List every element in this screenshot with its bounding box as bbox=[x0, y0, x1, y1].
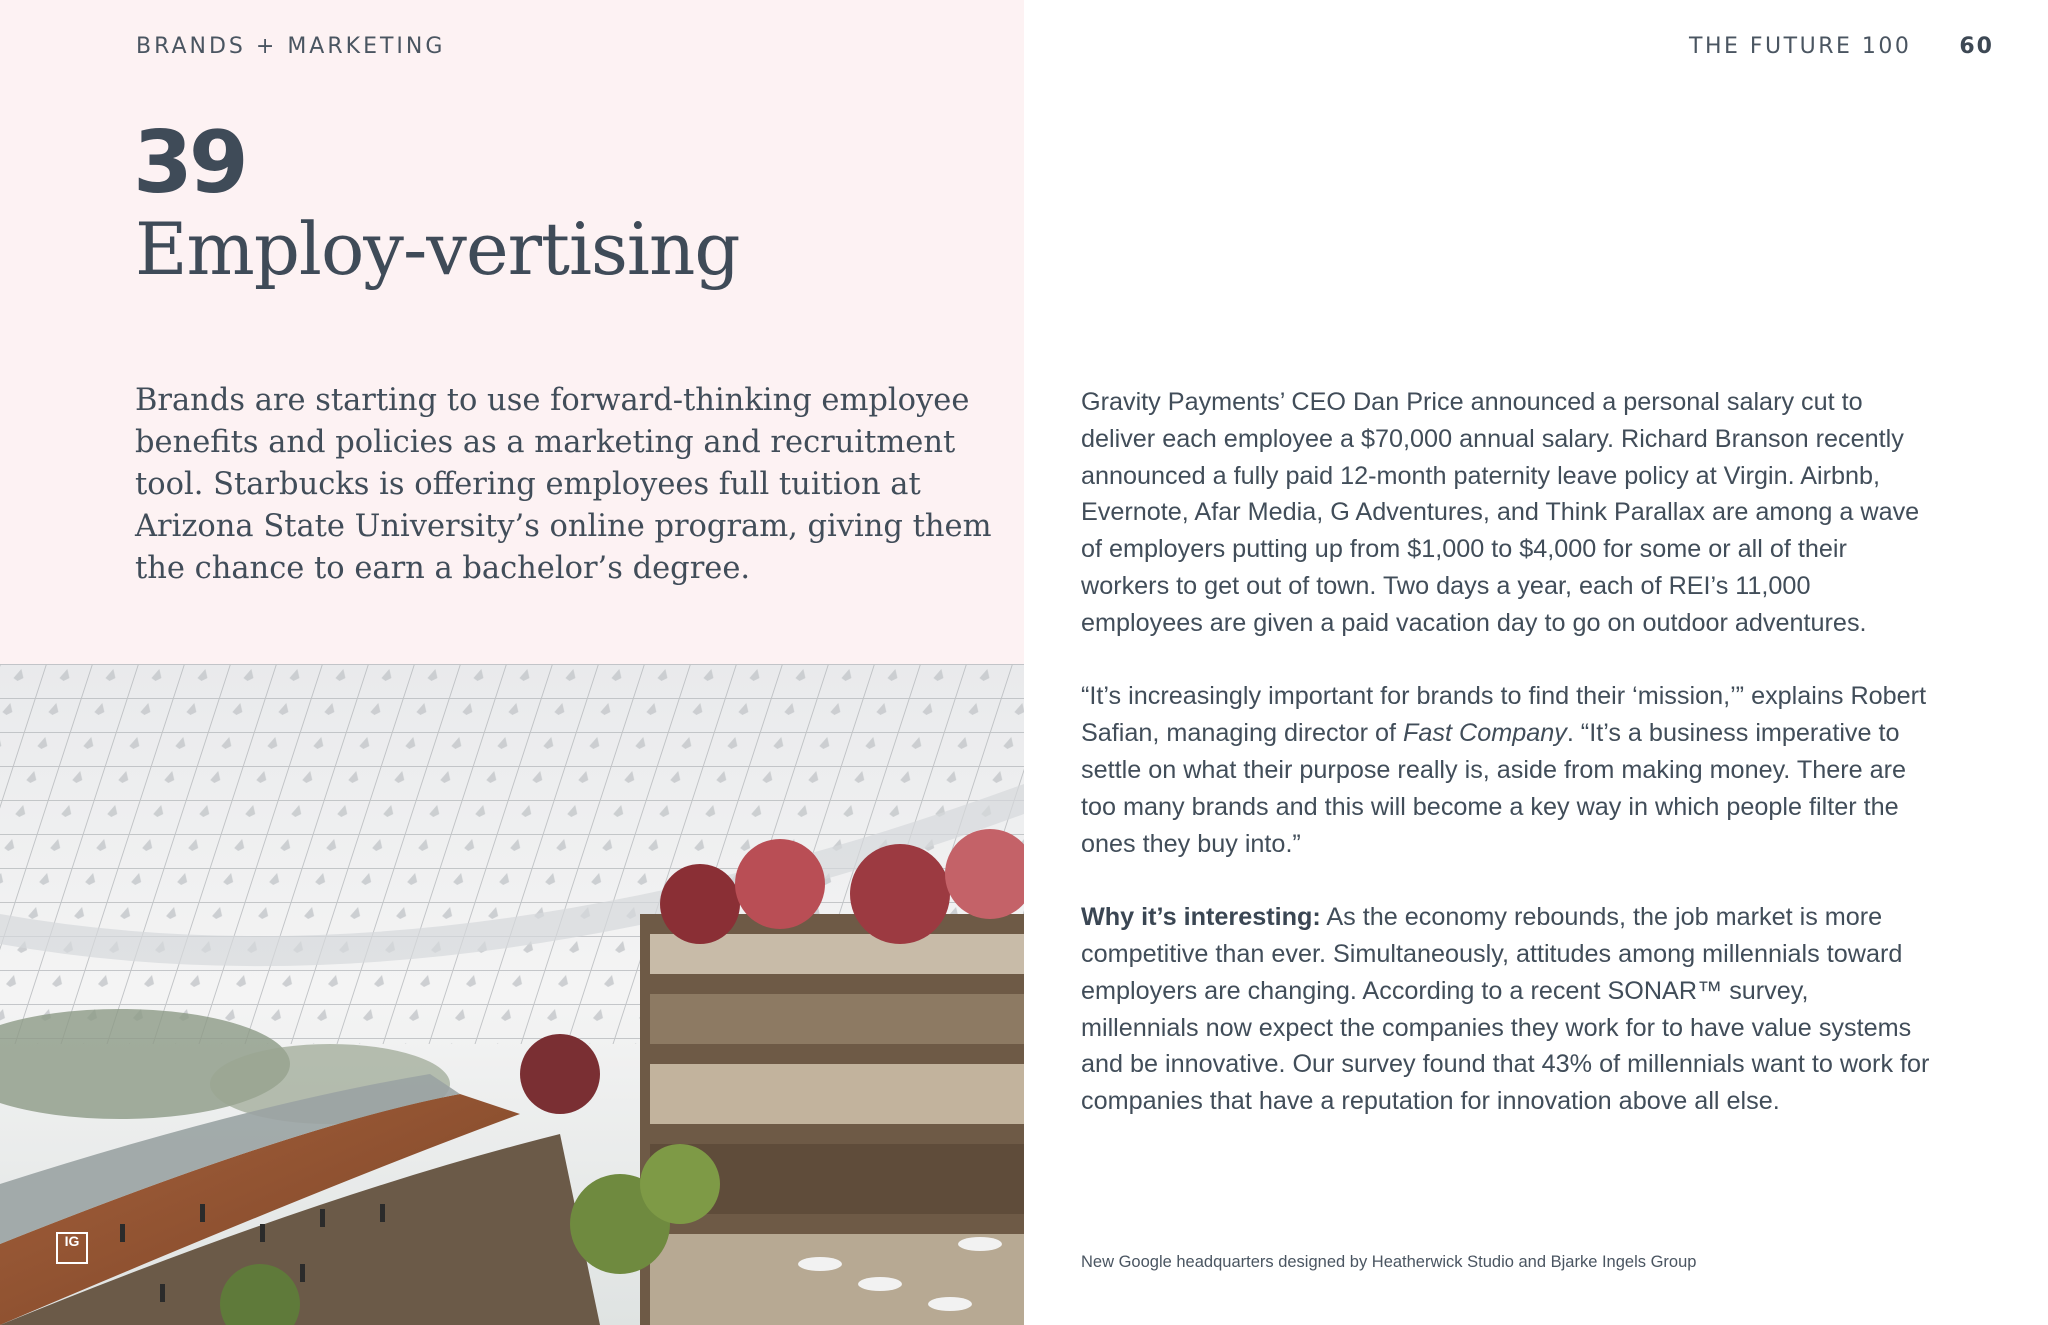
intro-paragraph: Brands are starting to use forward-thinking employee benefits and policies as a marketing and recruitment tool. Starbucks is offering employees full tuition at Arizona State University’s online program, giving them the chance to earn a bachelor’s degree. bbox=[135, 383, 992, 586]
ig-logo: IG bbox=[56, 1232, 88, 1264]
why-interesting-text: As the economy rebounds, the job market is more competitive than ever. Simultaneously, attitudes among millennials toward employers are changing. According to a recent SONAR™ survey, millennials now expect the companies they work for to have value systems and be innovative. Our survey found that 43% of millennials want to work for companies that have a reputation for innovation above all else. bbox=[1081, 903, 1930, 1116]
trend-number: 39 bbox=[133, 113, 245, 213]
body-paragraph-2 bbox=[1081, 678, 1931, 862]
quote-text: “It’s increasingly important for brands to find their ‘mission,’” explains Robert Safian, managing director of bbox=[1081, 682, 1927, 748]
image-caption: New Google headquarters designed by Heatherwick Studio and Bjarke Ingels Group bbox=[1081, 1253, 1697, 1271]
section-label: BRANDS + MARKETING bbox=[136, 34, 446, 59]
why-interesting-label: Why it’s interesting: bbox=[1081, 903, 1321, 932]
body-paragraph-3 bbox=[1081, 899, 1931, 1120]
page-number: 60 bbox=[1959, 34, 1994, 59]
publication-title: THE FUTURE 100 bbox=[1689, 34, 1912, 59]
atrium-illustration bbox=[0, 664, 1024, 1325]
body-paragraph-1: Gravity Payments’ CEO Dan Price announced a personal salary cut to deliver each employee a $70,000 annual salary. Richard Branson recently announced a fully paid 12-month paternity leave policy at Virgin. Airbnb, Evernote, Afar Media, G Adventures, and Think Parallax are among a wave of employers putting up from $1,000 to $4,000 for some or all of their workers to get out of town. Two days a year, each of REI’s 11,000 employees are given a paid vacation day to go on outdoor adventures. bbox=[1081, 388, 1920, 637]
quote-text-end: . “It’s a business imperative to settle on what their purpose really is, aside from making money. There are too many brands and this will become a key way in which people filter the ones they buy into.” bbox=[1081, 719, 1907, 858]
body-column bbox=[1081, 384, 1931, 1157]
running-head bbox=[1689, 34, 1994, 59]
publication-name: Fast Company bbox=[1403, 719, 1567, 748]
trend-title: Employ-vertising bbox=[135, 207, 740, 291]
hero-image bbox=[0, 664, 1024, 1325]
